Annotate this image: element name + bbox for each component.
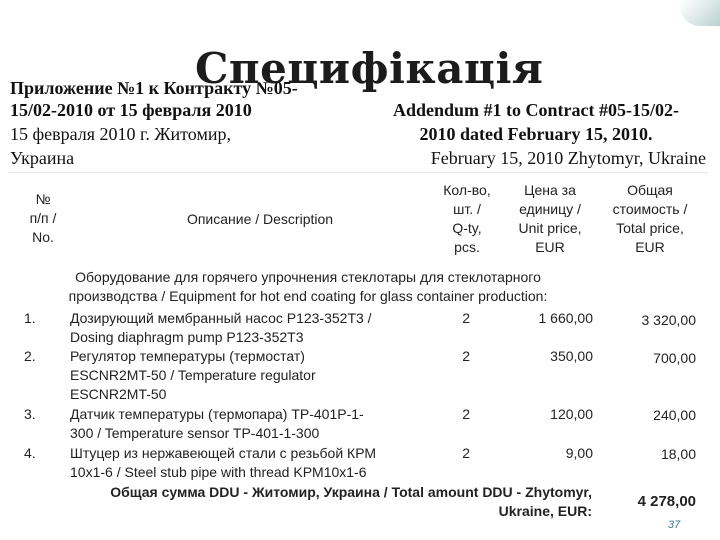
- row-1-description: Дозирующий мембранный насос P123-352T3 / Dosing diaphragm pump P123-352T3: [70, 310, 372, 345]
- en-header-line-3: February 15, 2010 Zhytomyr, Ukraine: [430, 148, 706, 168]
- row-4-total: 18,00: [660, 446, 696, 462]
- row-1-qty: 2: [462, 310, 470, 326]
- page-title: Специфікація: [195, 44, 544, 93]
- page-number: 37: [668, 519, 681, 531]
- slide-corner-decoration: [680, 0, 720, 26]
- row-3-no: 3.: [24, 406, 36, 422]
- ru-header-line-4: Украина: [10, 148, 75, 168]
- row-3-qty: 2: [462, 406, 470, 422]
- total-label: Общая сумма DDU - Житомир, Украина / Total amount DDU - Zhytomyr, Ukraine, EUR:: [110, 484, 592, 519]
- section-title: Оборудование для горячего упрочнения стеклотары для стеклотарного производства / Equipment for hot end coating for glass container production:: [68, 269, 548, 304]
- row-3-total: 240,00: [653, 407, 696, 423]
- row-4-qty: 2: [462, 445, 470, 461]
- row-2-description: Регулятор температуры (термостат) ESCNR2MT-50 / Temperature regulator ESCNR2MT-50: [70, 348, 316, 402]
- row-3-unit-price: 120,00: [550, 406, 593, 422]
- ru-header-line-2: 15/02-2010 от 15 февраля 2010: [10, 100, 252, 120]
- en-header-line-1: Addendum #1 to Contract #05-15/02-: [393, 100, 679, 120]
- ru-header-line-3: 15 февраля 2010 г. Житомир,: [10, 124, 231, 144]
- row-2-no: 2.: [24, 348, 36, 364]
- col-header-description: Описание / Description: [186, 211, 334, 227]
- col-header-qty: Кол-во, шт. / Q-ty, pcs.: [443, 182, 491, 255]
- row-1-no: 1.: [24, 310, 36, 326]
- row-4-description: Штуцер из нержавеющей стали с резьбой КРМ 10х1-6 / Steel stub pipe with thread KPM10x1-6: [70, 445, 377, 480]
- row-2-qty: 2: [462, 348, 470, 364]
- total-value: 4 278,00: [637, 493, 696, 510]
- col-header-no: № п/п / No.: [29, 191, 57, 245]
- row-3-description: Датчик температуры (термопара) TP-401P-1- 300 / Temperature sensor TP-401-1-300: [70, 406, 364, 441]
- row-1-unit-price: 1 660,00: [538, 310, 593, 326]
- row-1-total: 3 320,00: [641, 312, 696, 328]
- row-2-unit-price: 350,00: [550, 348, 593, 364]
- ru-header-line-1: Приложение №1 к Контракту №05-: [10, 78, 298, 98]
- row-4-unit-price: 9,00: [565, 445, 593, 461]
- en-header-line-2: 2010 dated February 15, 2010.: [419, 124, 653, 144]
- col-header-total: Общая стоимость / Total price, EUR: [612, 182, 688, 255]
- row-4-no: 4.: [24, 445, 36, 461]
- col-header-unit-price: Цена за единицу / Unit price, EUR: [518, 182, 582, 255]
- row-2-total: 700,00: [653, 350, 696, 366]
- header-divider: [8, 172, 708, 173]
